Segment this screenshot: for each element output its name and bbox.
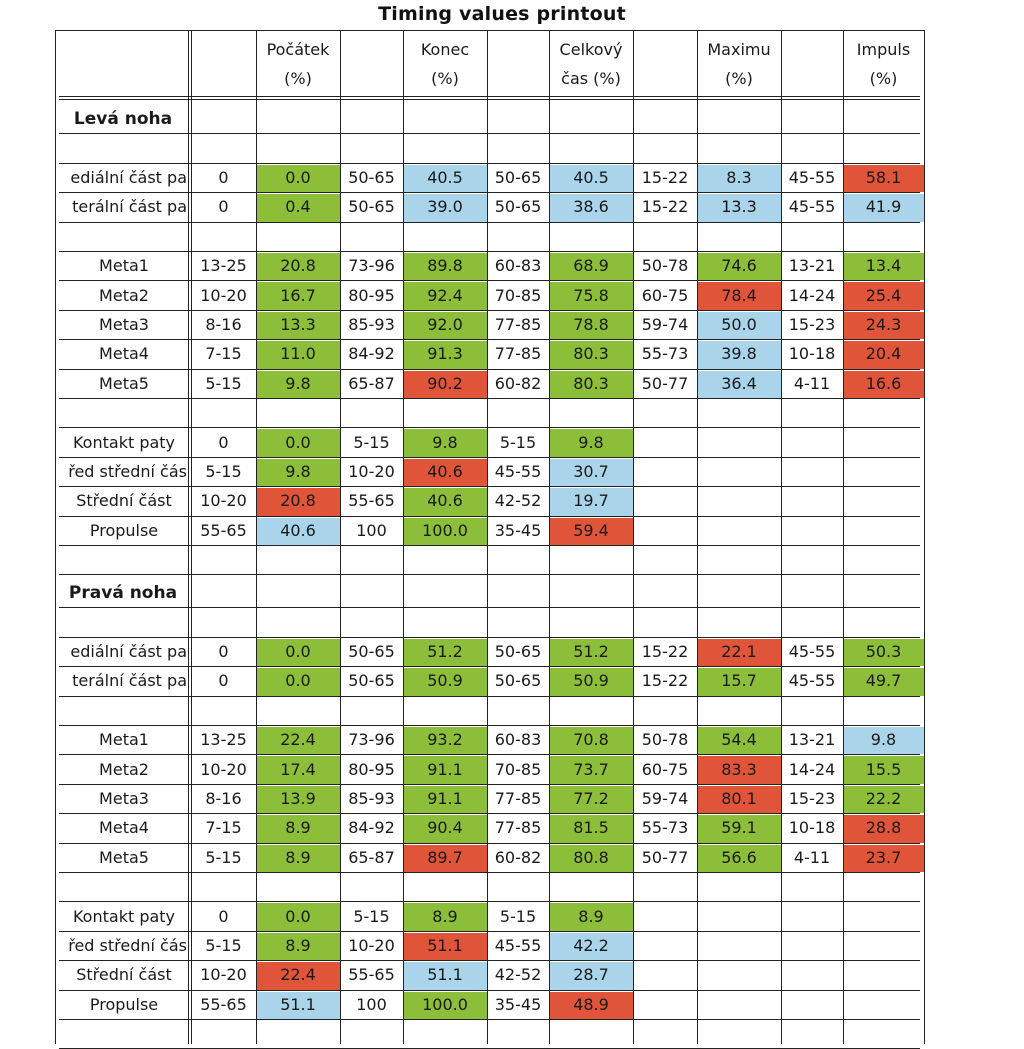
normal-range: 50-65	[348, 641, 395, 661]
column-header-line1: Konec	[420, 40, 470, 59]
normal-range: 50-65	[494, 671, 542, 691]
measured-value: 0.0	[285, 906, 311, 926]
normal-range: 85-93	[348, 314, 395, 334]
row-rule	[55, 30, 925, 31]
normal-range: 8-16	[205, 314, 242, 334]
measured-value: 25.4	[865, 285, 902, 305]
normal-range: 15-23	[788, 788, 836, 808]
column-rule	[340, 30, 341, 1044]
measured-value: 56.6	[721, 847, 757, 867]
measured-value: 41.9	[865, 197, 902, 217]
normal-range: 15-22	[641, 167, 689, 187]
normal-range: 5-15	[353, 906, 390, 926]
normal-range: 65-87	[348, 373, 395, 393]
measured-value: 8.9	[285, 847, 311, 867]
measured-value: 15.7	[721, 671, 757, 691]
normal-range: 60-75	[641, 759, 689, 779]
measured-value: 92.4	[427, 285, 463, 305]
page-title: Timing values printout	[378, 3, 626, 25]
column-rule	[188, 30, 189, 1044]
normal-range: 45-55	[788, 641, 836, 661]
normal-range: 5-15	[205, 847, 242, 867]
normal-range: 8-16	[205, 788, 242, 808]
column-header	[549, 35, 633, 93]
measured-value: 24.3	[865, 314, 902, 334]
normal-range: 59-74	[641, 788, 689, 808]
normal-range: 13-25	[200, 730, 247, 750]
column-rule	[403, 30, 404, 1044]
normal-range: 10-18	[788, 818, 836, 838]
normal-range: 5-15	[205, 373, 242, 393]
measured-value: 15.5	[865, 759, 902, 779]
measured-value: 50.9	[573, 671, 609, 691]
measured-value: 16.6	[865, 373, 902, 393]
normal-range: 0	[218, 167, 229, 187]
normal-range: 5-15	[205, 935, 242, 955]
row-label: Střední část	[76, 965, 172, 985]
row-label: Meta5	[99, 847, 149, 867]
normal-range: 0	[218, 906, 229, 926]
column-rule	[55, 30, 56, 1044]
measured-value: 50.9	[427, 671, 463, 691]
measured-value: 22.4	[280, 730, 316, 750]
normal-range: 0	[218, 671, 229, 691]
row-label: Meta3	[99, 788, 149, 808]
measured-value: 8.9	[285, 818, 311, 838]
row-label: Střední část	[76, 491, 172, 511]
measured-value: 0.0	[285, 167, 311, 187]
measured-value: 54.4	[721, 730, 757, 750]
normal-range: 45-55	[788, 197, 836, 217]
column-rule	[256, 30, 257, 1044]
normal-range: 80-95	[348, 759, 395, 779]
column-header-line2: čas (%)	[561, 69, 621, 88]
column-rule	[781, 30, 782, 1044]
measured-value: 9.8	[432, 432, 458, 452]
measured-value: 0.4	[285, 197, 311, 217]
measured-value: 91.1	[427, 788, 463, 808]
normal-range: 50-77	[641, 373, 689, 393]
measured-value: 9.8	[870, 730, 897, 750]
measured-value: 90.2	[427, 373, 463, 393]
measured-value: 16.7	[280, 285, 316, 305]
normal-range: 59-74	[641, 314, 689, 334]
normal-range: 55-65	[200, 520, 247, 540]
column-header-line1: Maximu	[707, 40, 771, 59]
measured-value: 59.4	[573, 520, 609, 540]
row-label: Propulse	[89, 520, 159, 540]
normal-range: 0	[218, 432, 229, 452]
measured-value: 40.5	[573, 167, 609, 187]
measured-value: 9.8	[285, 461, 311, 481]
row-label: Kontakt paty	[72, 906, 176, 926]
normal-range: 50-65	[348, 167, 395, 187]
row-label: ediální část pa	[70, 167, 187, 187]
column-rule	[633, 30, 634, 1044]
normal-range: 50-65	[348, 671, 395, 691]
measured-value: 40.5	[427, 167, 463, 187]
measured-value: 68.9	[573, 256, 609, 276]
normal-range: 4-11	[793, 373, 831, 393]
measured-value: 93.2	[427, 730, 463, 750]
normal-range: 10-20	[348, 935, 395, 955]
measured-value: 23.7	[865, 847, 902, 867]
normal-range: 13-21	[788, 730, 836, 750]
normal-range: 10-20	[200, 491, 247, 511]
measured-value: 30.7	[573, 461, 609, 481]
normal-range: 84-92	[348, 818, 395, 838]
measured-value: 13.9	[280, 788, 316, 808]
measured-value: 8.3	[726, 167, 752, 187]
normal-range: 15-22	[641, 197, 689, 217]
measured-value: 39.0	[427, 197, 463, 217]
normal-range: 100	[356, 520, 387, 540]
normal-range: 80-95	[348, 285, 395, 305]
measured-value: 40.6	[427, 461, 463, 481]
row-label: řed střední čás	[68, 935, 187, 955]
measured-value: 80.3	[573, 373, 609, 393]
column-rule	[843, 30, 844, 1044]
normal-range: 14-24	[788, 759, 836, 779]
normal-range: 4-11	[793, 847, 831, 867]
normal-range: 55-73	[641, 344, 689, 364]
normal-range: 50-65	[348, 197, 395, 217]
column-header-line1: Počátek	[266, 40, 330, 59]
normal-range: 55-65	[348, 491, 395, 511]
measured-value: 50.0	[721, 314, 757, 334]
row-label: Meta5	[99, 373, 149, 393]
row-label: Meta3	[99, 314, 149, 334]
row-label: Meta2	[99, 285, 149, 305]
normal-range: 7-15	[205, 344, 242, 364]
normal-range: 50-78	[641, 730, 689, 750]
measured-value: 92.0	[427, 314, 463, 334]
normal-range: 77-85	[494, 818, 542, 838]
measured-value: 100.0	[422, 994, 468, 1014]
measured-value: 0.0	[285, 432, 311, 452]
measured-value: 51.1	[427, 965, 463, 985]
measured-value: 28.8	[865, 818, 902, 838]
normal-range: 73-96	[348, 256, 395, 276]
normal-range: 70-85	[494, 285, 542, 305]
normal-range: 5-15	[499, 906, 537, 926]
measured-value: 51.2	[573, 641, 609, 661]
normal-range: 0	[218, 641, 229, 661]
normal-range: 70-85	[494, 759, 542, 779]
normal-range: 73-96	[348, 730, 395, 750]
normal-range: 10-20	[200, 759, 247, 779]
normal-range: 35-45	[494, 994, 542, 1014]
measured-value: 8.9	[285, 935, 311, 955]
normal-range: 85-93	[348, 788, 395, 808]
measured-value: 89.8	[427, 256, 463, 276]
measured-value: 91.3	[427, 344, 463, 364]
measured-value: 0.0	[285, 671, 311, 691]
measured-value: 9.8	[578, 432, 604, 452]
measured-value: 89.7	[427, 847, 463, 867]
measured-value: 78.8	[573, 314, 609, 334]
measured-value: 83.3	[721, 759, 757, 779]
measured-value: 51.1	[280, 994, 316, 1014]
row-label: terální část pa	[72, 671, 187, 691]
normal-range: 10-18	[788, 344, 836, 364]
normal-range: 15-23	[788, 314, 836, 334]
measured-value: 0.0	[285, 641, 311, 661]
measured-value: 40.6	[427, 491, 463, 511]
normal-range: 13-25	[200, 256, 247, 276]
normal-range: 5-15	[499, 432, 537, 452]
section-title: Levá noha	[73, 108, 173, 129]
measured-value: 13.3	[721, 197, 757, 217]
normal-range: 100	[356, 994, 387, 1014]
column-header-line1: Impuls	[856, 40, 911, 59]
row-label: Kontakt paty	[72, 432, 176, 452]
normal-range: 45-55	[788, 671, 836, 691]
measured-value: 48.9	[573, 994, 609, 1014]
column-header-line2: (%)	[431, 69, 459, 88]
normal-range: 60-82	[494, 847, 542, 867]
measured-value: 70.8	[573, 730, 609, 750]
measured-value: 51.1	[427, 935, 463, 955]
normal-range: 10-20	[200, 285, 247, 305]
row-label: ediální část pa	[70, 641, 187, 661]
row-label: Meta4	[99, 818, 149, 838]
row-label: Meta2	[99, 759, 149, 779]
measured-value: 42.2	[573, 935, 609, 955]
measured-value: 28.7	[573, 965, 609, 985]
normal-range: 84-92	[348, 344, 395, 364]
section-title: Pravá noha	[68, 582, 178, 603]
row-label: Meta4	[99, 344, 149, 364]
measured-value: 22.1	[721, 641, 757, 661]
measured-value: 80.8	[573, 847, 609, 867]
normal-range: 55-65	[348, 965, 395, 985]
measured-value: 50.3	[865, 641, 902, 661]
measured-value: 38.6	[573, 197, 609, 217]
measured-value: 20.8	[280, 491, 316, 511]
column-header	[843, 35, 924, 93]
measured-value: 11.0	[280, 344, 316, 364]
measured-value: 39.8	[721, 344, 757, 364]
row-label: Propulse	[89, 994, 159, 1014]
measured-value: 90.4	[427, 818, 463, 838]
measured-value: 9.8	[285, 373, 311, 393]
measured-value: 40.6	[280, 520, 316, 540]
normal-range: 50-65	[494, 167, 542, 187]
measured-value: 20.4	[865, 344, 902, 364]
normal-range: 7-15	[205, 818, 242, 838]
measured-value: 80.3	[573, 344, 609, 364]
column-rule	[487, 30, 488, 1044]
measured-value: 58.1	[865, 167, 902, 187]
normal-range: 42-52	[494, 491, 542, 511]
normal-range: 77-85	[494, 314, 542, 334]
normal-range: 15-22	[641, 641, 689, 661]
normal-range: 77-85	[494, 788, 542, 808]
measured-value: 100.0	[422, 520, 468, 540]
row-label: řed střední čás	[68, 461, 187, 481]
normal-range: 60-82	[494, 373, 542, 393]
normal-range: 50-77	[641, 847, 689, 867]
measured-value: 8.9	[578, 906, 604, 926]
measured-value: 59.1	[721, 818, 757, 838]
normal-range: 45-55	[788, 167, 836, 187]
column-header-line2: (%)	[725, 69, 753, 88]
measured-value: 13.4	[865, 256, 902, 276]
normal-range: 5-15	[205, 461, 242, 481]
normal-range: 42-52	[494, 965, 542, 985]
measured-value: 8.9	[432, 906, 458, 926]
normal-range: 45-55	[494, 461, 542, 481]
normal-range: 13-21	[788, 256, 836, 276]
measured-value: 77.2	[573, 788, 609, 808]
measured-value: 80.1	[721, 788, 757, 808]
normal-range: 45-55	[494, 935, 542, 955]
row-label: Meta1	[99, 256, 149, 276]
column-header	[697, 35, 781, 93]
measured-value: 36.4	[721, 373, 757, 393]
column-rule	[697, 30, 698, 1044]
measured-value: 22.4	[280, 965, 316, 985]
measured-value: 74.6	[721, 256, 757, 276]
measured-value: 75.8	[573, 285, 609, 305]
row-label: Meta1	[99, 730, 149, 750]
normal-range: 50-65	[494, 197, 542, 217]
column-rule	[549, 30, 550, 1044]
measured-value: 13.3	[280, 314, 316, 334]
column-header-line2: (%)	[284, 69, 312, 88]
normal-range: 0	[218, 197, 229, 217]
measured-value: 73.7	[573, 759, 609, 779]
normal-range: 14-24	[788, 285, 836, 305]
normal-range: 35-45	[494, 520, 542, 540]
normal-range: 10-20	[348, 461, 395, 481]
column-header	[403, 35, 487, 93]
normal-range: 60-75	[641, 285, 689, 305]
measured-value: 19.7	[573, 491, 609, 511]
normal-range: 77-85	[494, 344, 542, 364]
normal-range: 15-22	[641, 671, 689, 691]
column-header	[256, 35, 340, 93]
measured-value: 49.7	[865, 671, 902, 691]
column-header-line2: (%)	[869, 69, 898, 88]
measured-value: 91.1	[427, 759, 463, 779]
column-header-line1: Celkový	[559, 40, 623, 59]
normal-range: 10-20	[200, 965, 247, 985]
normal-range: 60-83	[494, 730, 542, 750]
normal-range: 5-15	[353, 432, 390, 452]
measured-value: 78.4	[721, 285, 757, 305]
row-label: terální část pa	[72, 197, 187, 217]
normal-range: 50-65	[494, 641, 542, 661]
measured-value: 81.5	[573, 818, 609, 838]
measured-value: 51.2	[427, 641, 463, 661]
measured-value: 22.2	[865, 788, 902, 808]
normal-range: 50-78	[641, 256, 689, 276]
measured-value: 17.4	[280, 759, 316, 779]
column-rule	[191, 30, 192, 1044]
column-rule	[924, 30, 925, 1044]
normal-range: 55-65	[200, 994, 247, 1014]
normal-range: 65-87	[348, 847, 395, 867]
normal-range: 60-83	[494, 256, 542, 276]
measured-value: 20.8	[280, 256, 316, 276]
normal-range: 55-73	[641, 818, 689, 838]
